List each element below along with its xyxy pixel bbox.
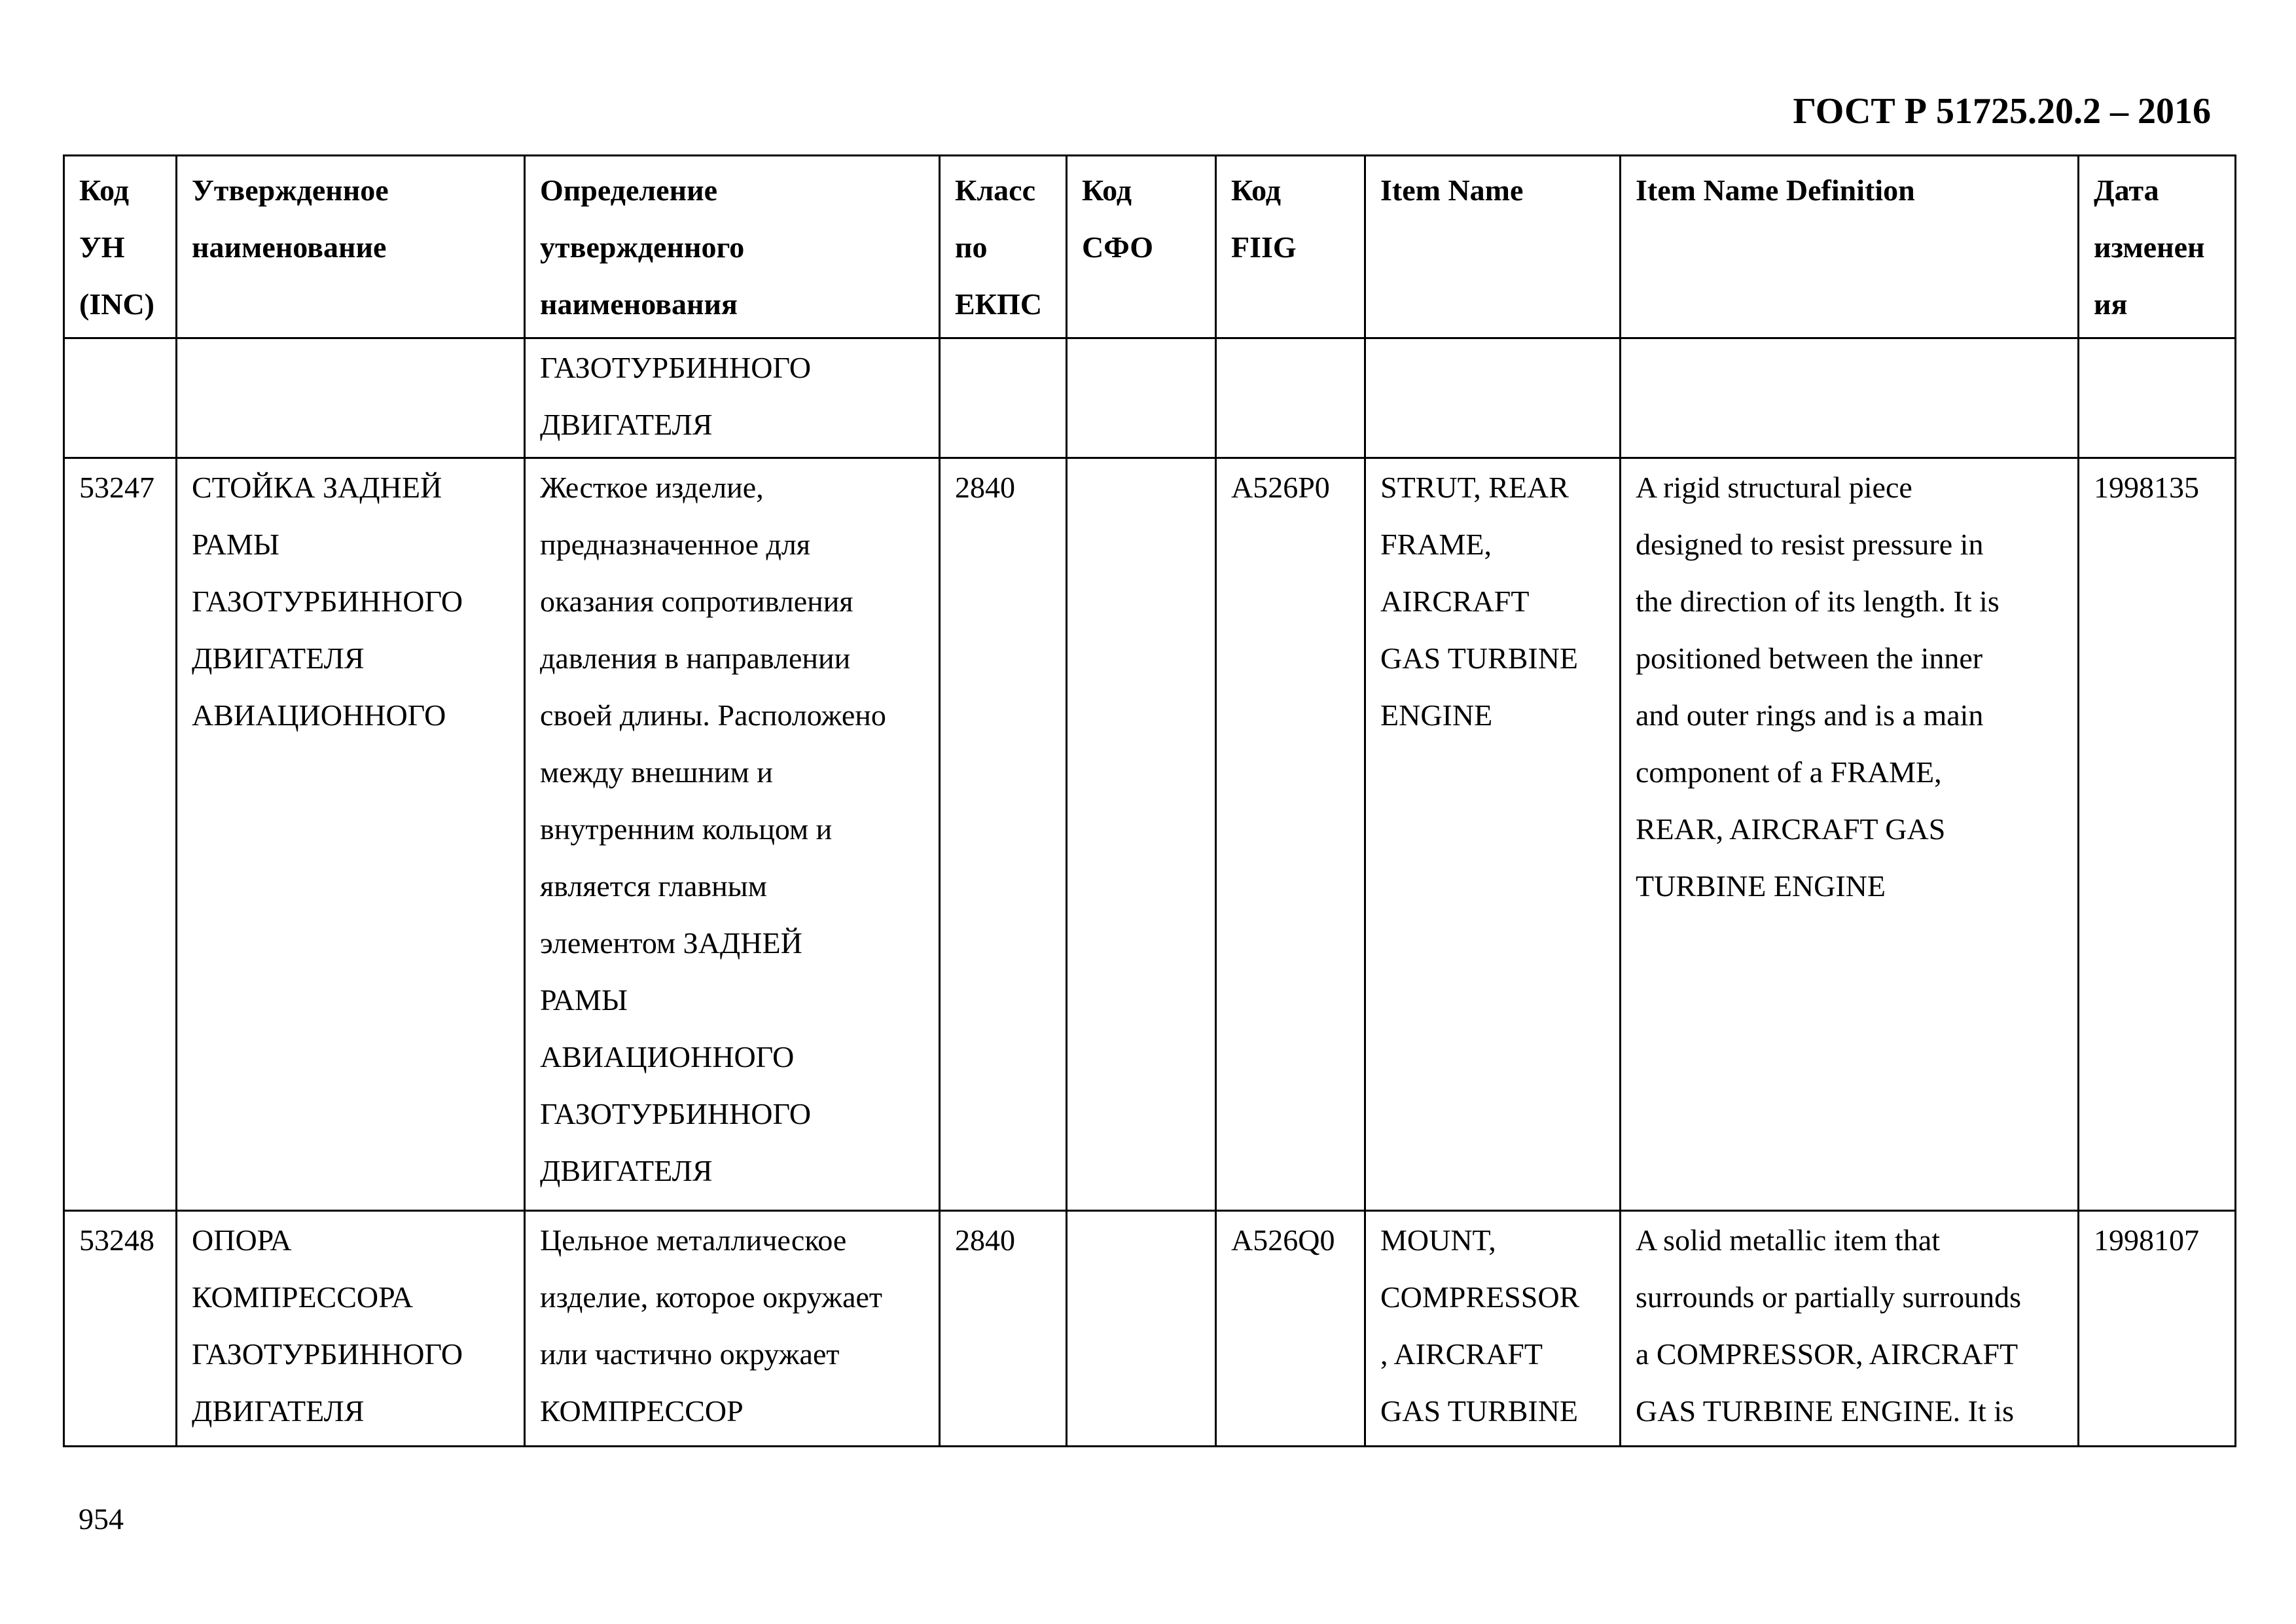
inc-catalog-table: [63, 154, 2236, 1447]
standard-designation: ГОСТ Р 51725.20.2 – 2016: [1793, 91, 2211, 132]
column-header-definition: Определение утвержденного наименования: [525, 156, 940, 338]
page-number: 954: [79, 1502, 124, 1536]
column-header-sfo: Код СФО: [1067, 156, 1216, 338]
cell-inc: 53247: [64, 458, 177, 1211]
cell-approved-name: ОПОРА КОМПРЕССОРА ГАЗОТУРБИННОГО ДВИГАТЕЛЯ: [177, 1211, 525, 1447]
cell-class: 2840: [940, 1211, 1067, 1447]
column-header-date: Дата изменен ия: [2079, 156, 2236, 338]
cell-sfo: [1067, 458, 1216, 1211]
cell-item-name: [1365, 338, 1621, 458]
cell-item-name: MOUNT, COMPRESSOR , AIRCRAFT GAS TURBINE: [1365, 1211, 1621, 1447]
table-row: [64, 458, 2236, 1211]
column-header-fiig: Код FIIG: [1216, 156, 1365, 338]
cell-definition: Жесткое изделие, предназначенное для оказания сопротивления давления в направлении своей длины. Расположено между внешним и внутренним кольцом и является главным элементом ЗАДНЕЙ РАМЫ АВИАЦИОННОГО ГАЗОТУРБИННОГО ДВИГАТЕЛЯ: [525, 458, 940, 1211]
table-row: [64, 1211, 2236, 1447]
column-header-item-name: Item Name: [1365, 156, 1621, 338]
cell-approved-name: СТОЙКА ЗАДНЕЙ РАМЫ ГАЗОТУРБИННОГО ДВИГАТЕЛЯ АВИАЦИОННОГО: [177, 458, 525, 1211]
cell-fiig: A526P0: [1216, 458, 1365, 1211]
cell-class: 2840: [940, 458, 1067, 1211]
table-row: [64, 338, 2236, 458]
cell-fiig: A526Q0: [1216, 1211, 1365, 1447]
table-header-row: [64, 156, 2236, 338]
column-header-class: Класс по ЕКПС: [940, 156, 1067, 338]
cell-fiig: [1216, 338, 1365, 458]
cell-approved-name: [177, 338, 525, 458]
cell-item-name-definition: A solid metallic item that surrounds or partially surrounds a COMPRESSOR, AIRCRAFT GAS TURBINE ENGINE. It is: [1621, 1211, 2079, 1447]
cell-definition: ГАЗОТУРБИННОГО ДВИГАТЕЛЯ: [525, 338, 940, 458]
cell-item-name-definition: [1621, 338, 2079, 458]
cell-definition: Цельное металлическое изделие, которое окружает или частично окружает КОМПРЕССОР: [525, 1211, 940, 1447]
cell-class: [940, 338, 1067, 458]
column-header-approved-name: Утвержденное наименование: [177, 156, 525, 338]
cell-date: 1998107: [2079, 1211, 2236, 1447]
cell-item-name: STRUT, REAR FRAME, AIRCRAFT GAS TURBINE ENGINE: [1365, 458, 1621, 1211]
cell-inc: 53248: [64, 1211, 177, 1447]
column-header-inc: Код УН (INC): [64, 156, 177, 338]
cell-inc: [64, 338, 177, 458]
cell-date: 1998135: [2079, 458, 2236, 1211]
cell-sfo: [1067, 338, 1216, 458]
cell-item-name-definition: A rigid structural piece designed to resist pressure in the direction of its length. It is positioned between the inner and outer rings and is a main component of a FRAME, REAR, AIRCRAFT GAS TURBINE ENGINE: [1621, 458, 2079, 1211]
cell-sfo: [1067, 1211, 1216, 1447]
cell-date: [2079, 338, 2236, 458]
column-header-item-name-definition: Item Name Definition: [1621, 156, 2079, 338]
